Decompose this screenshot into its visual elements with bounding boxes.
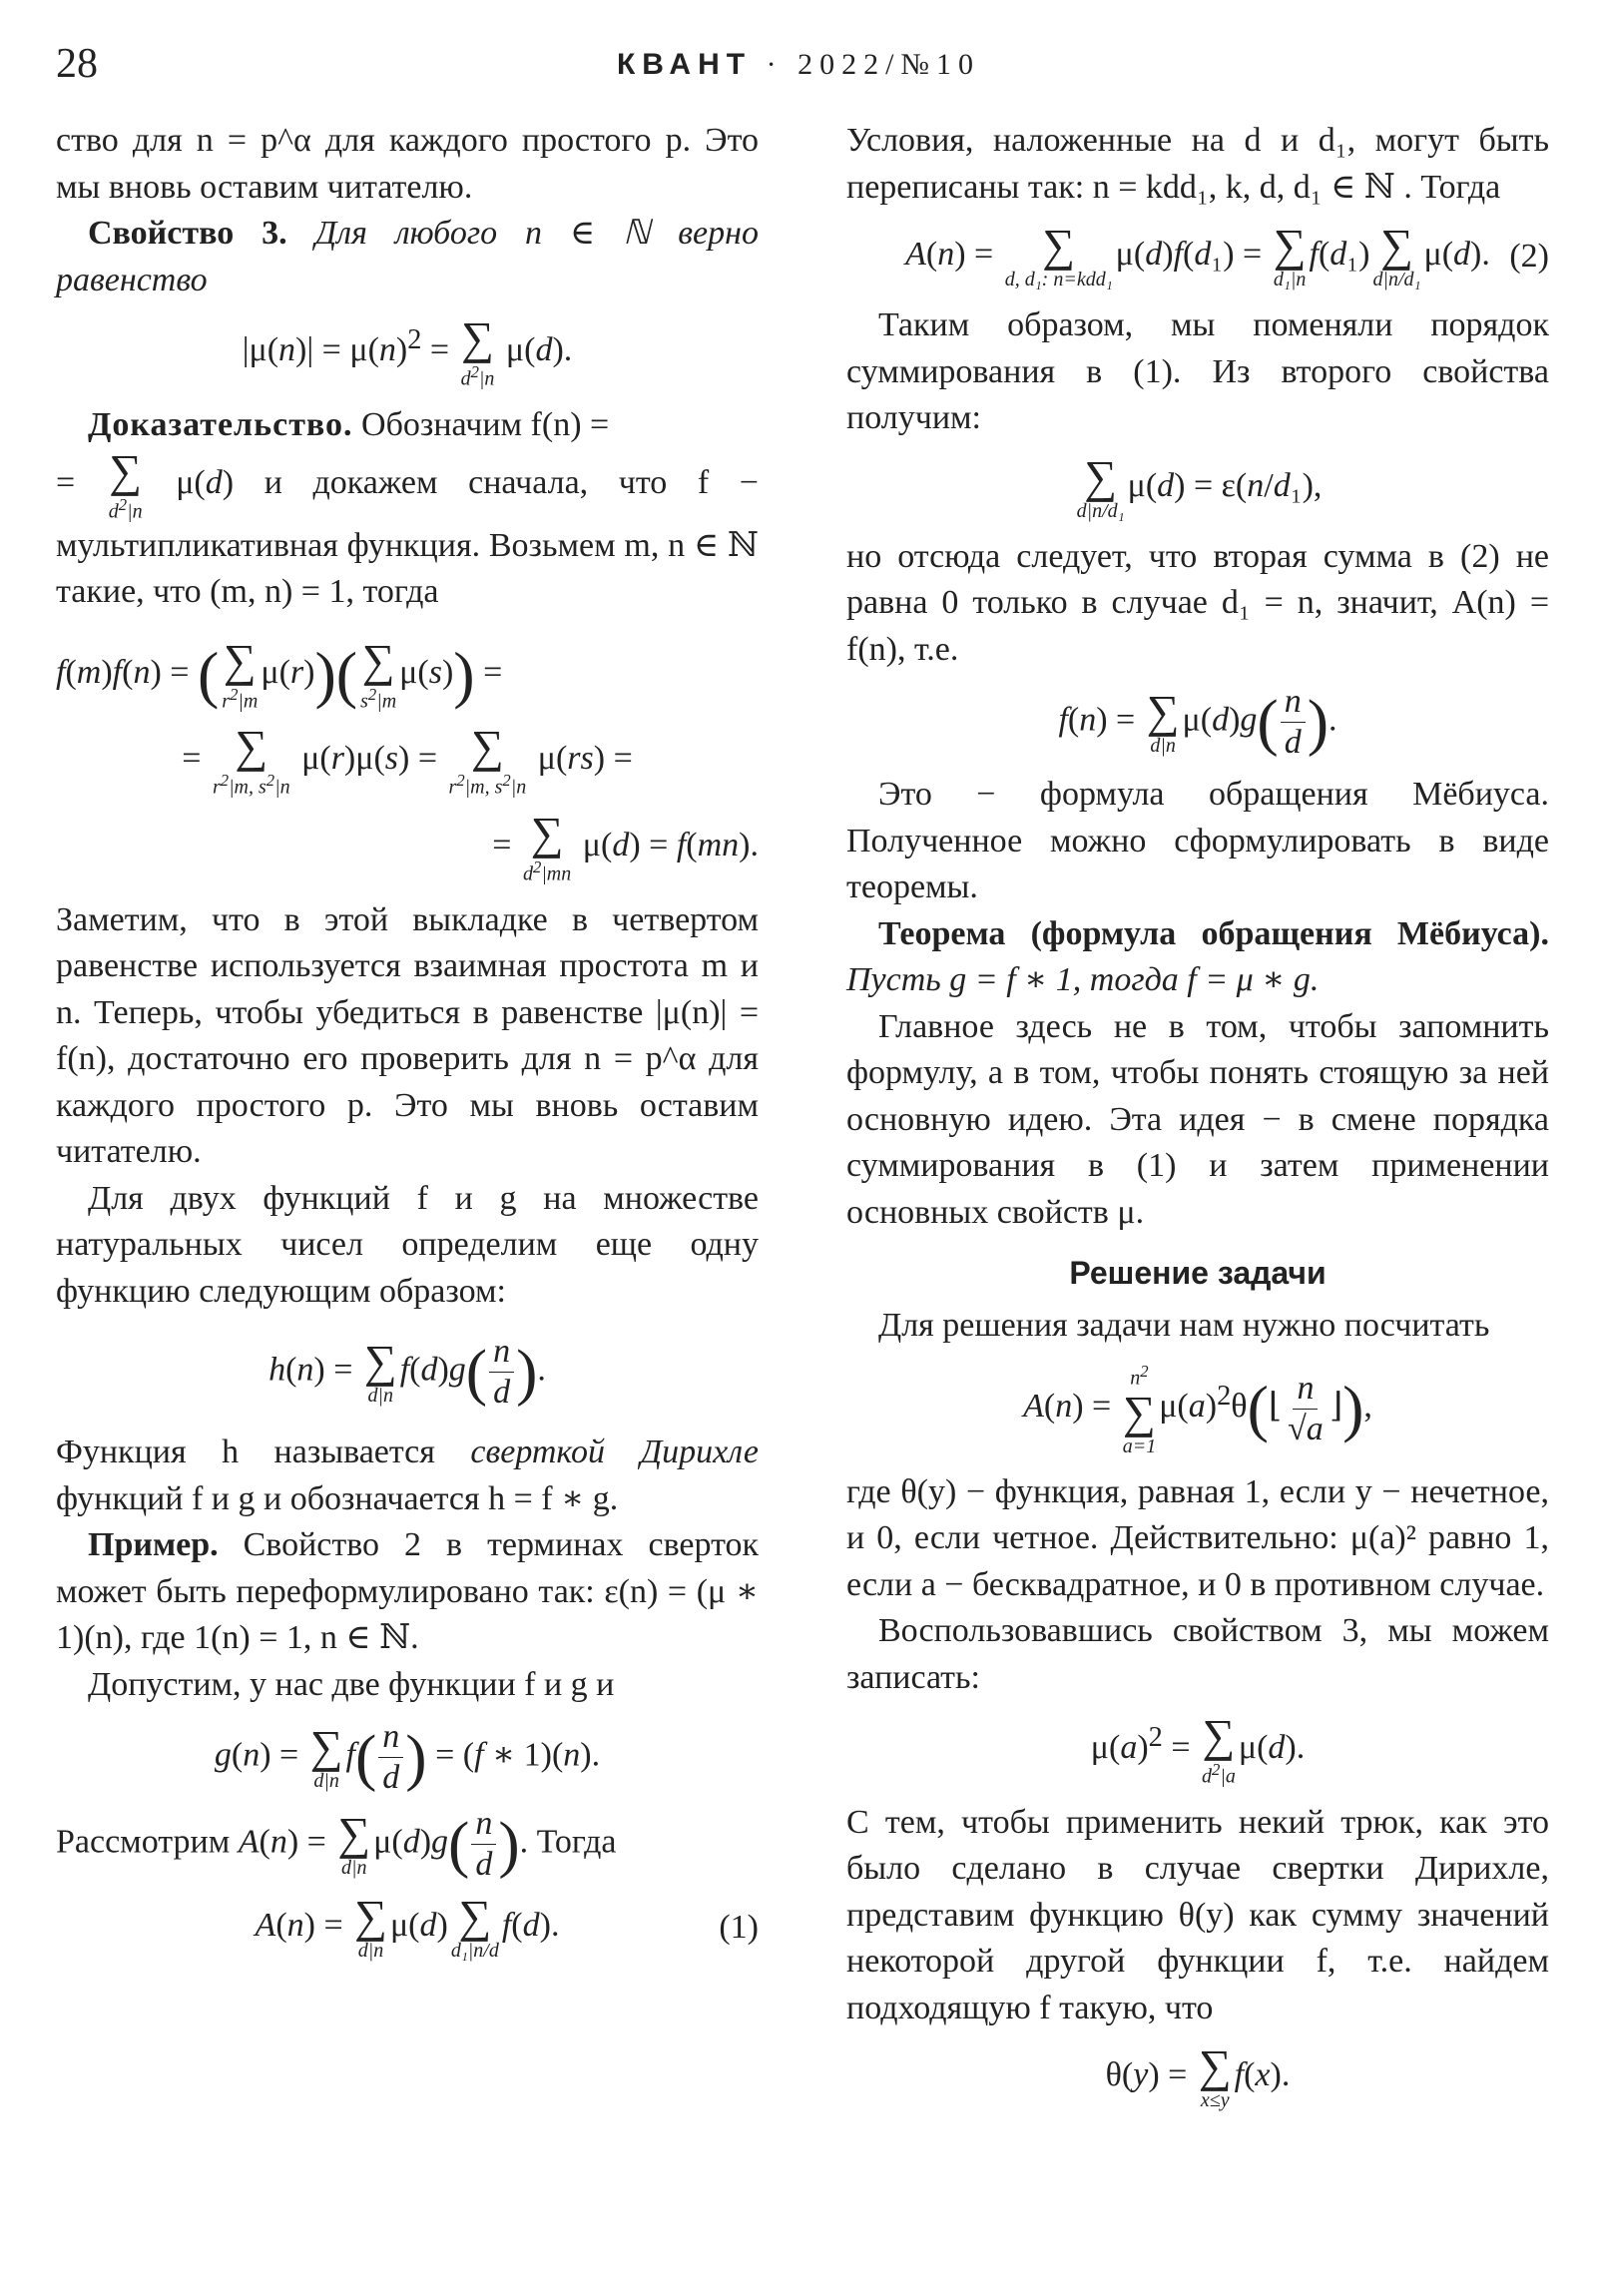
paragraph-trick: С тем, чтобы применить некий трюк, как это было сделано в случае свертки Дирихле, представим функцию θ(y) как сумму значений некоторой другой функции f, т.е. найдем подходящую f такую, что — [846, 1803, 1549, 2026]
formula-theta-sum: θ(y) = ∑ x≤y f(x). — [1105, 2040, 1291, 2112]
property-3 — [56, 211, 759, 303]
magazine-title: КВАНТ — [616, 48, 753, 81]
conv-term: сверткой Дирихле — [470, 1434, 760, 1471]
paragraph-solve: Для решения задачи нам нужно посчитать — [878, 1306, 1490, 1344]
proof-label: Доказательство. — [88, 405, 353, 443]
left-column — [56, 118, 759, 1974]
formula-convolution: h(n) = ∑ d|n f(d)g( $\frac{n}{d}$ ). — [268, 1333, 546, 1412]
formula-epsilon: ∑ d|n/d₁ μ(d) = ε(n/d₁), — [1076, 450, 1323, 522]
formula-property-3: $|\mu(n)| = \mu(n)^2$ = ∑ $d^2|n$ μ(d). — [242, 312, 573, 390]
formula-mu-squared: $\mu(a)^2$ = ∑ $d^2|a$ μ(d). — [1090, 1710, 1306, 1788]
right-column — [846, 118, 1549, 2123]
issue-number: · 2022/№10 — [766, 48, 981, 81]
example-label: Пример. — [88, 1526, 219, 1564]
section-title: Решение задачи — [1069, 1255, 1327, 1291]
paragraph-theta: где θ(y) − функция, равная 1, если y − нечетное, и 0, если четное. Действительно: μ(a)² равно 1, если a − бесквадратное, и 0 в противном случае. — [846, 1472, 1549, 1603]
equation-number-2: (2) — [1509, 237, 1549, 275]
example-text: Свойство 2 в терминах сверток может быть переформулировано так: ε(n) = (μ ∗ 1)(n), где 1(n) = 1, n ∈ ℕ. — [56, 1526, 759, 1657]
conv-text-b: функций f и g и обозначается h = f ∗ g. — [56, 1479, 619, 1517]
paragraph-two-functions: Для двух функций f и g на множестве натуральных чисел определим еще одну функцию следующим образом: — [56, 1179, 759, 1310]
paragraph-convolution-def — [56, 1430, 759, 1522]
paragraph-formula: Это − формула обращения Мёбиуса. Полученное можно сформулировать в виде теоремы. — [846, 776, 1549, 905]
formula-1: A(n) = ∑ d|n μ(d) ∑ d₁|n/d f(d). (1) — [255, 1891, 759, 1963]
paragraph-intro: ство для n = p^α для каждого простого p. Это мы вновь оставим читателю. — [56, 122, 759, 206]
paragraph-idea: Главное здесь не в том, чтобы запомнить формулу, а в том, чтобы понять стоящую за ней основную идею. Эта идея − в смене порядка суммирования в (1) и затем применении основных свойств μ. — [846, 1007, 1549, 1231]
formula-g: g(n) = ∑ d|n f( $\frac{n}{d}$ ) = (f ∗ 1)(n). — [214, 1718, 601, 1797]
formula-inversion: f(n) = ∑ d|n μ(d)g( $\frac{n}{d}$ ). — [1058, 683, 1337, 761]
formula-multiplicative-2: = ∑ $r^2|m$, $s^2|n$ μ(r)μ(s) = ∑ $r^2|m$, $s^2|n$ μ(rs) = — [182, 721, 633, 800]
proof-text-a: Обозначим f(n) = — [361, 405, 610, 443]
proof-continued: = ∑ $d^2|n$ μ(d) и докажем сначала, что f − мультипликативная функция. Возьмем m, n ∈ ℕ такие, что (m, n) = 1, тогда — [56, 445, 759, 611]
page-number: 28 — [56, 41, 98, 87]
paragraph-consider: Рассмотрим A(n) = ∑ d|n μ(d)g( $\frac{n}{d}$ ). Тогда — [56, 1805, 617, 1884]
formula-2: A(n) = ∑ d, d₁: n=kdd₁ μ(d)f(d₁) = ∑ d₁|n f(d₁) ∑ d|n/d₁ μ(d). (2) — [905, 220, 1549, 290]
proof-text-b: и докажем сначала, что f − мультипликативная функция. Возьмем m, n ∈ ℕ такие, что (m, n) = 1, тогда — [56, 464, 759, 611]
paragraph-swap: Таким образом, мы поменяли порядок суммирования в (1). Из второго свойства получим: — [846, 306, 1549, 436]
paragraph-conditions: Условия, наложенные на d и d₁, могут быть переписаны так: n = kdd₁, k, d, d₁ ∈ ℕ . Тогда — [846, 122, 1549, 206]
running-header — [0, 48, 1597, 82]
equation-number-1: (1) — [719, 1909, 759, 1947]
theorem-text: Пусть g = f ∗ 1, тогда f = μ ∗ g. — [846, 961, 1320, 998]
consider-text-a: Рассмотрим — [56, 1823, 231, 1861]
formula-multiplicative-3: = ∑ $d^2|mn$ μ(d) = f(mn). — [492, 808, 759, 885]
paragraph-note: Заметим, что в этой выкладке в четвертом равенстве используется взаимная простота m и n. Теперь, чтобы убедиться в равенстве |μ(n)| = f(n), достаточно его проверить для n = p^α для каждого простого p. Это мы вновь оставим читателю. — [56, 900, 759, 1171]
conv-text-a: Функция h называется — [56, 1434, 435, 1471]
theorem-label: Теорема (формула обращения Мёбиуса). — [878, 914, 1549, 952]
property-3-text: Для любого n ∈ ℕ верно равенство — [56, 215, 760, 298]
paragraph-hence: но отсюда следует, что вторая сумма в (2) не равна 0 только в случае d₁ = n, значит, A(n) = f(n), т.е. — [846, 537, 1549, 668]
example-paragraph — [56, 1522, 759, 1662]
formula-A-sum: A(n) = $n^2$ ∑ a=1 $\mu(a)^2\theta(⌊$ $\frac{n}{√a}$ ⌋), — [1023, 1362, 1372, 1457]
theorem-paragraph — [846, 911, 1549, 1004]
consider-text-b: Тогда — [536, 1823, 617, 1861]
property-3-label: Свойство 3. — [88, 215, 287, 252]
paragraph-using: Воспользовавшись свойством 3, мы можем записать: — [846, 1612, 1549, 1696]
paragraph-suppose: Допустим, у нас две функции f и g и — [88, 1665, 615, 1703]
formula-multiplicative-1: f(m)f(n) = ( ∑ $r^2|m$ μ(r))( ∑ $s^2|m$ μ(s)) = — [56, 634, 503, 713]
proof-paragraph — [56, 402, 759, 449]
